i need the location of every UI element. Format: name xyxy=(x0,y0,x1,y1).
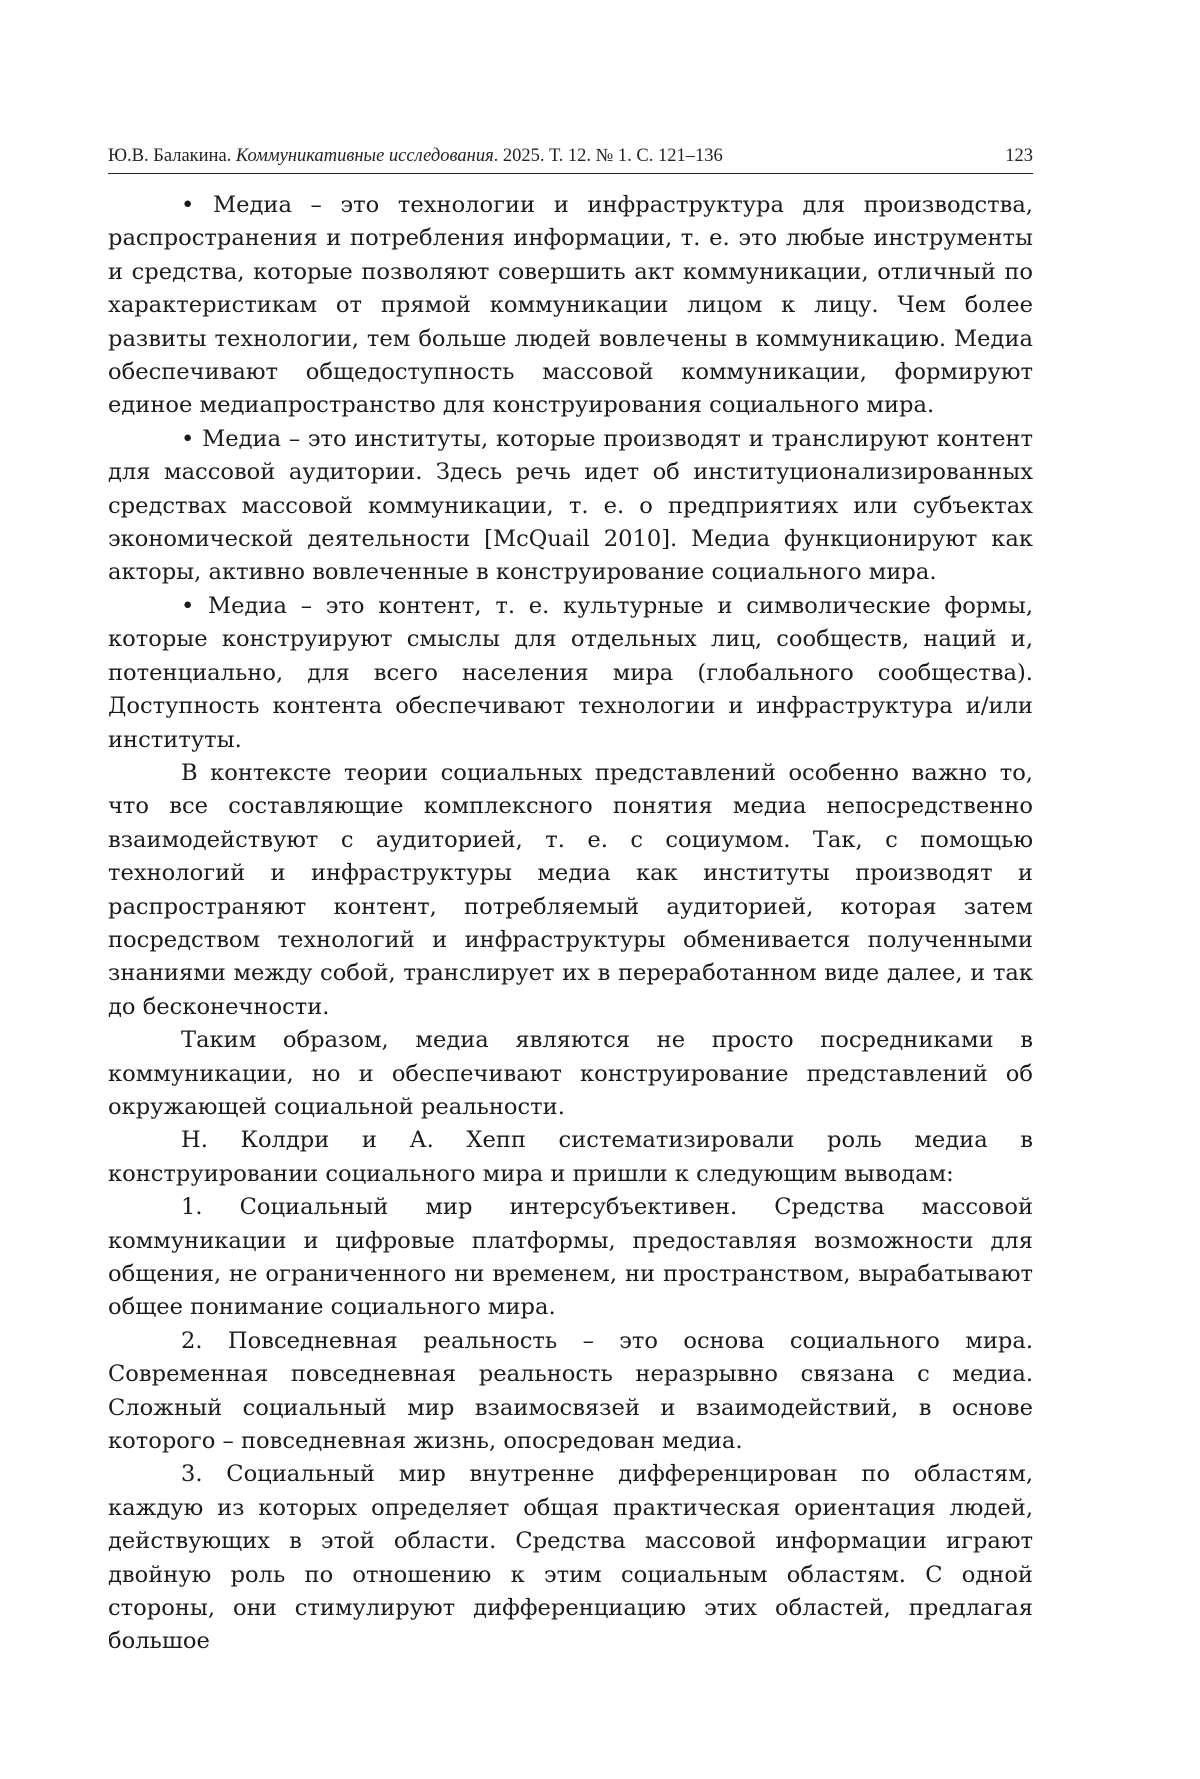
bullet-paragraph-institutions: • Медиа – это институты, которые производят и транслируют контент для массовой аудитории. Здесь речь идет об институционализированных средствах массовой коммуникации, т. е. о предприятиях или субъектах экономической деятельности [McQuail 2010]. Медиа функционируют как акторы, активно вовлеченные в конструирование социального мира. xyxy=(108,425,1033,586)
paragraph-conclusion: Таким образом, медиа являются не просто посредниками в коммуникации, но и обеспечивают конструирование представлений об окружающей социальной реальности. xyxy=(108,1027,1033,1120)
list-item-1: 1. Социальный мир интерсубъективен. Средства массовой коммуникации и цифровые платформы, предоставляя возможности для общения, не ограниченного ни временем, ни пространством, вырабатывают общее понимание социального мира. xyxy=(108,1194,1033,1321)
bullet-paragraph-technology: • Медиа – это технологии и инфраструктура для производства, распространения и потребления информации, т. е. это любые инструменты и средства, которые позволяют совершить акт коммуникации, отличный по характеристикам от прямой коммуникации лицом к лицу. Чем более развиты технологии, тем больше людей вовлечены в коммуникацию. Медиа обеспечивают общедоступность массовой коммуникации, формируют единое медиапространство для конструирования социального мира. xyxy=(108,192,1033,419)
author-name: Ю.В. Балакина. xyxy=(108,146,232,166)
paragraph-social-representations: В контексте теории социальных представлений особенно важно то, что все составляющие комплексного понятия медиа непосредственно взаимодействуют с аудиторией, т. е. с социумом. Так, с помощью технологий и инфраструктуры медиа как институты производят и распространяют контент, потребляемый аудиторией, которая затем посредством технологий и инфраструктуры обменивается полученными знаниями между собой, транслирует их в переработанном виде далее, и так до бесконечности. xyxy=(108,759,1033,1020)
issue-details: . 2025. Т. 12. № 1. С. 121–136 xyxy=(493,146,723,166)
article-body xyxy=(108,189,1033,1659)
list-item-3: 3. Социальный мир внутренне дифференцирован по областям, каждую из которых определяет общая практическая ориентация людей, действующих в этой области. Средства массовой информации играют двойную роль по отношению к этим социальным областям. С одной стороны, они стимулируют дифференциацию этих областей, предлагая большое xyxy=(108,1461,1033,1655)
list-item-2: 2. Повседневная реальность – это основа социального мира. Современная повседневная реальность неразрывно связана с медиа. Сложный социальный мир взаимосвязей и взаимодействий, в основе которого – повседневная жизнь, опосредован медиа. xyxy=(108,1327,1033,1455)
page-number: 123 xyxy=(1005,146,1033,166)
bullet-paragraph-content: • Медиа – это контент, т. е. культурные и символические формы, которые конструируют смыслы для отдельных лиц, сообществ, наций и, потенциально, для всего населения мира (глобального сообщества). Доступность контента обеспечивают технологии и инфраструктура и/или институты. xyxy=(108,592,1033,753)
paragraph-couldry-hepp: Н. Колдри и А. Хепп систематизировали роль медиа в конструировании социального мира и пришли к следующим выводам: xyxy=(108,1127,1033,1187)
running-head xyxy=(108,146,1033,174)
journal-title: Коммуникативные исследования xyxy=(235,146,494,166)
citation xyxy=(108,146,723,167)
